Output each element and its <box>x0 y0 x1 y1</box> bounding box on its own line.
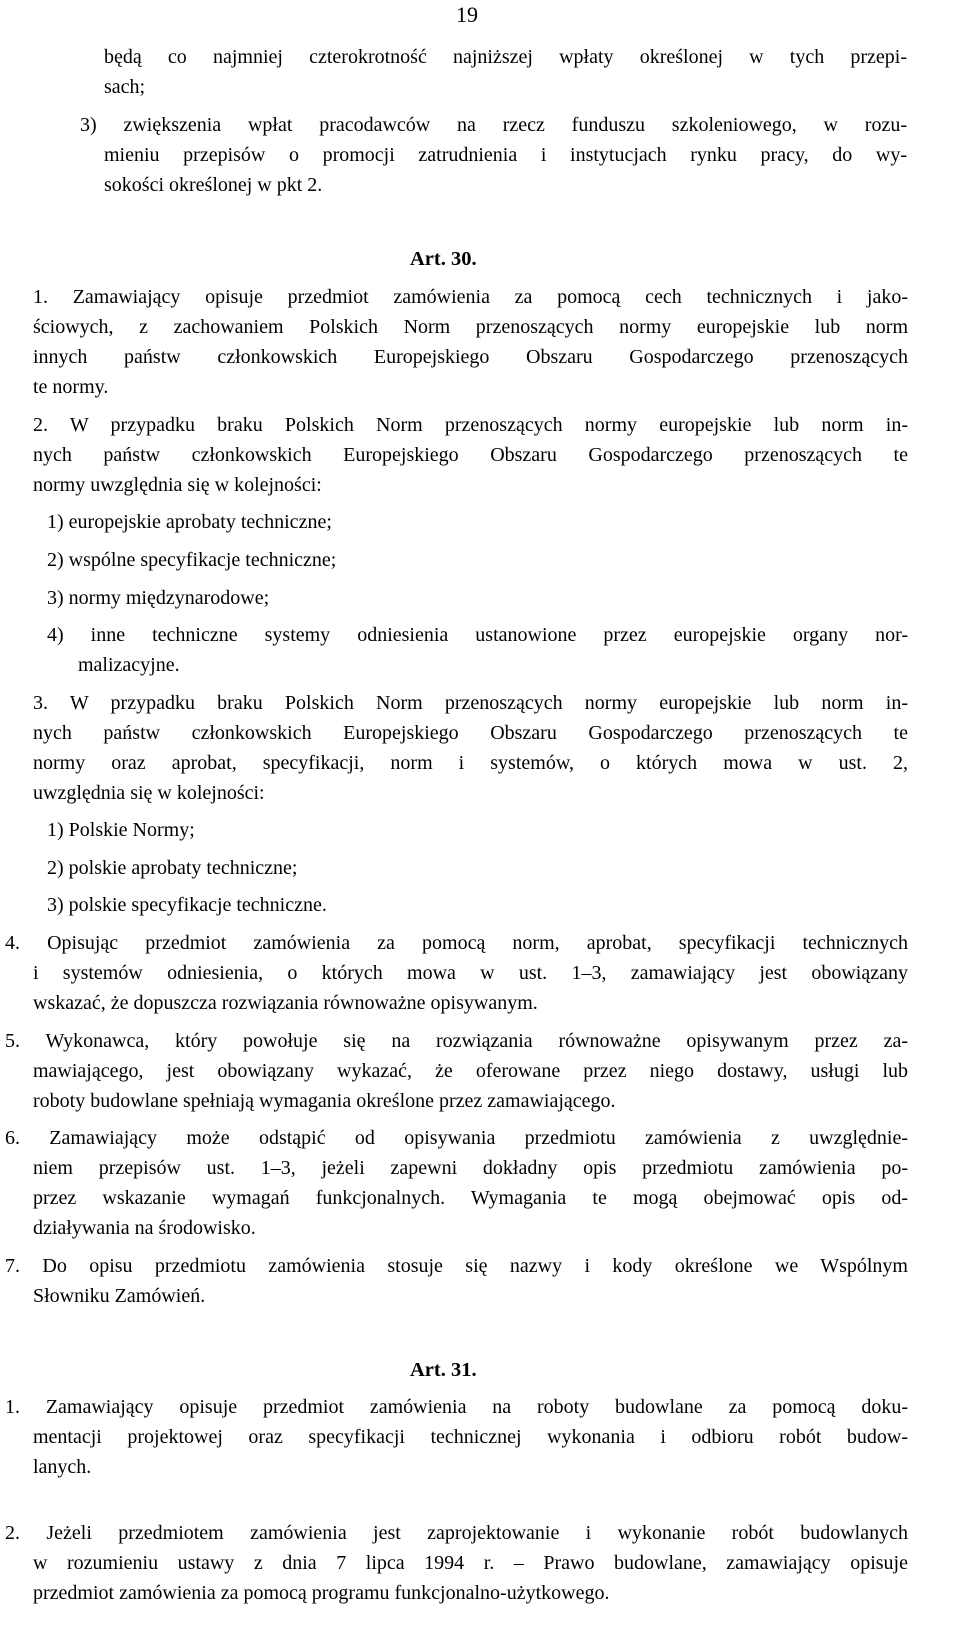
paragraph-line: 4. Opisując przedmiot zamówienia za pomocą norm, aprobat, specyfikacji technicznych <box>5 932 908 954</box>
list-item: 2) wspólne specyfikacje techniczne; <box>47 549 337 571</box>
paragraph-line: przedmiot zamówienia za pomocą programu funkcjonalno-użytkowego. <box>33 1582 610 1604</box>
paragraph-line: uwzględnia się w kolejności: <box>33 782 265 804</box>
paragraph-line: innych państw członkowskich Europejskiego Obszaru Gospodarczego przenoszących <box>33 346 908 368</box>
paragraph-line: 6. Zamawiający może odstąpić od opisywania przedmiotu zamówienia z uwzględnie- <box>5 1127 908 1149</box>
paragraph-line: 5. Wykonawca, który powołuje się na rozwiązania równoważne opisywanym przez za- <box>5 1030 908 1052</box>
paragraph-line: mawiającego, jest obowiązany wykazać, że oferowane przez niego dostawy, usługi lub <box>33 1060 908 1082</box>
paragraph-line: i systemów odniesienia, o których mowa w ust. 1–3, zamawiający jest obowiązany <box>33 962 908 984</box>
paragraph-line: 2. W przypadku braku Polskich Norm przenoszących normy europejskie lub norm in- <box>33 414 908 436</box>
paragraph-line: 3. W przypadku braku Polskich Norm przenoszących normy europejskie lub norm in- <box>33 692 908 714</box>
list-item: 2) polskie aprobaty techniczne; <box>47 857 298 879</box>
paragraph-line: nych państw członkowskich Europejskiego Obszaru Gospodarczego przenoszących te <box>33 444 908 466</box>
paragraph-line: Słowniku Zamówień. <box>33 1285 206 1307</box>
paragraph-line: 7. Do opisu przedmiotu zamówienia stosuje się nazwy i kody określone we Wspólnym <box>5 1255 908 1277</box>
article-heading-31: Art. 31. <box>410 1359 477 1381</box>
paragraph-line: wskazać, że dopuszcza rozwiązania równoważne opisywanym. <box>33 992 538 1014</box>
paragraph-line: ściowych, z zachowaniem Polskich Norm przenoszących normy europejskie lub norm <box>33 316 908 338</box>
paragraph-line: normy oraz aprobat, specyfikacji, norm i systemów, o których mowa w ust. 2, <box>33 752 908 774</box>
paragraph-line: normy uwzględnia się w kolejności: <box>33 474 322 496</box>
list-item: 3) normy międzynarodowe; <box>47 587 270 609</box>
list-item: 4) inne techniczne systemy odniesienia ustanowione przez europejskie organy nor- <box>47 624 908 646</box>
paragraph-line: 1. Zamawiający opisuje przedmiot zamówienia za pomocą cech technicznych i jako- <box>33 286 908 308</box>
paragraph-line: 1. Zamawiający opisuje przedmiot zamówienia na roboty budowlane za pomocą doku- <box>5 1396 908 1418</box>
paragraph-line: te normy. <box>33 376 109 398</box>
paragraph-line: mentacji projektowej oraz specyfikacji technicznej wykonania i odbioru robót budow- <box>33 1426 908 1448</box>
list-item: 3) polskie specyfikacje techniczne. <box>47 894 327 916</box>
intro-line: mieniu przepisów o promocji zatrudnienia i instytucjach rynku pracy, do wy- <box>104 144 907 166</box>
intro-line: sokości określonej w pkt 2. <box>104 174 323 196</box>
article-heading-30: Art. 30. <box>410 248 477 270</box>
paragraph-line: przez wskazanie wymagań funkcjonalnych. Wymagania te mogą obejmować opis od- <box>33 1187 908 1209</box>
list-item: 1) Polskie Normy; <box>47 819 195 841</box>
intro-line: sach; <box>104 76 146 98</box>
intro-line: 3) zwiększenia wpłat pracodawców na rzecz funduszu szkoleniowego, w rozu- <box>80 114 907 136</box>
paragraph-line: w rozumieniu ustawy z dnia 7 lipca 1994 r. – Prawo budowlane, zamawiający opisuje <box>33 1552 908 1574</box>
list-item: malizacyjne. <box>78 654 180 676</box>
list-item: 1) europejskie aprobaty techniczne; <box>47 511 332 533</box>
paragraph-line: lanych. <box>33 1456 92 1478</box>
page-number: 19 <box>456 2 478 27</box>
paragraph-line: nych państw członkowskich Europejskiego Obszaru Gospodarczego przenoszących te <box>33 722 908 744</box>
paragraph-line: działywania na środowisko. <box>33 1217 256 1239</box>
paragraph-line: niem przepisów ust. 1–3, jeżeli zapewni dokładny opis przedmiotu zamówienia po- <box>33 1157 908 1179</box>
paragraph-line: roboty budowlane spełniają wymagania określone przez zamawiającego. <box>33 1090 616 1112</box>
paragraph-line: 2. Jeżeli przedmiotem zamówienia jest zaprojektowanie i wykonanie robót budowlanych <box>5 1522 908 1544</box>
intro-line: będą co najmniej czterokrotność najniższej wpłaty określonej w tych przepi- <box>104 46 907 68</box>
